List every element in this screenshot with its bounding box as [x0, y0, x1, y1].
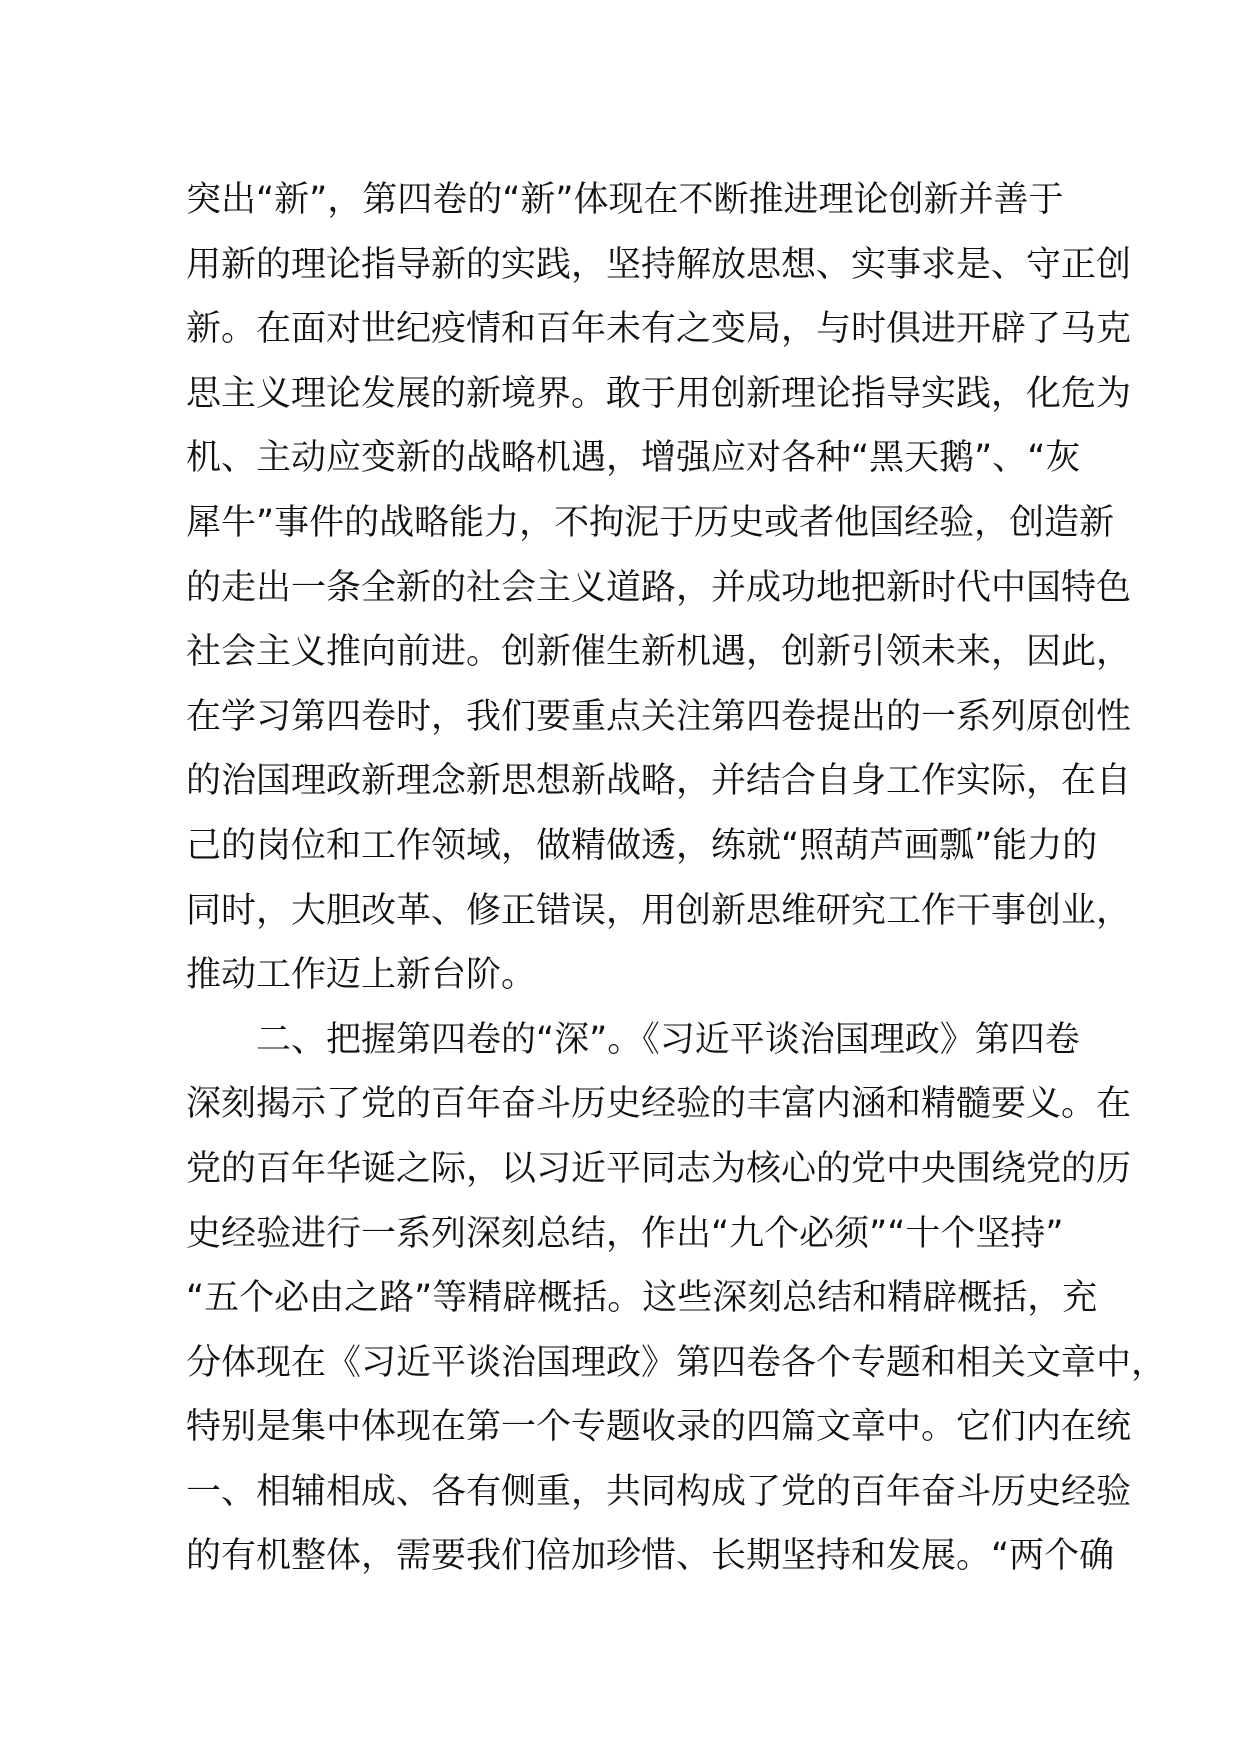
text-line: 新。在面对世纪疫情和百年未有之变局，与时俱进开辟了马克 [186, 309, 1132, 350]
text-line: 用新的理论指导新的实践，坚持解放思想、实事求是、守正创 [186, 244, 1132, 285]
text-line: 深刻揭示了党的百年奋斗历史经验的丰富内涵和精髓要义。在 [186, 1084, 1132, 1125]
text-line: “五个必由之路”等精辟概括。这些深刻总结和精辟概括，充 [186, 1278, 1098, 1319]
section-heading-line: 二、把握第四卷的“深”。《习近平谈治国理政》第四卷 [186, 1019, 1080, 1060]
text-line: 特别是集中体现在第一个专题收录的四篇文章中。它们内在统 [186, 1407, 1132, 1448]
text-line: 同时，大胆改革、修正错误，用创新思维研究工作干事创业， [186, 890, 1132, 931]
text-line: 在学习第四卷时，我们要重点关注第四卷提出的一系列原创性 [186, 696, 1132, 737]
text-line: 的治国理政新理念新思想新战略，并结合自身工作实际，在自 [186, 761, 1132, 802]
text-line: 一、相辅相成、各有侧重，共同构成了党的百年奋斗历史经验 [186, 1471, 1132, 1512]
text-line: 突出“新”，第四卷的“新”体现在不断推进理论创新并善于 [186, 180, 1064, 220]
text-line: 社会主义推向前进。创新催生新机遇，创新引领未来，因此， [186, 632, 1132, 673]
text-line: 机、主动应变新的战略机遇，增强应对各种“黑天鹅”、“灰 [186, 438, 1081, 479]
text-line: 史经验进行一系列深刻总结，作出“九个必须”“十个坚持” [186, 1213, 1064, 1254]
body-text [186, 168, 1167, 1589]
text-line: 党的百年华诞之际，以习近平同志为核心的党中央围绕党的历 [186, 1148, 1132, 1189]
text-line: 分体现在《习近平谈治国理政》第四卷各个专题和相关文章中， [186, 1342, 1167, 1383]
text-line: 的有机整体，需要我们倍加珍惜、长期坚持和发展。“两个确 [186, 1536, 1115, 1577]
text-line: 犀牛”事件的战略能力，不拘泥于历史或者他国经验，创造新 [186, 502, 1115, 543]
text-line: 的走出一条全新的社会主义道路，并成功地把新时代中国特色 [186, 567, 1132, 608]
text-line: 己的岗位和工作领域，做精做透，练就“照葫芦画瓢”能力的 [186, 825, 1098, 866]
text-line: 思主义理论发展的新境界。敢于用创新理论指导实践，化危为 [186, 373, 1132, 414]
text-line: 推动工作迈上新台阶。 [186, 955, 537, 996]
